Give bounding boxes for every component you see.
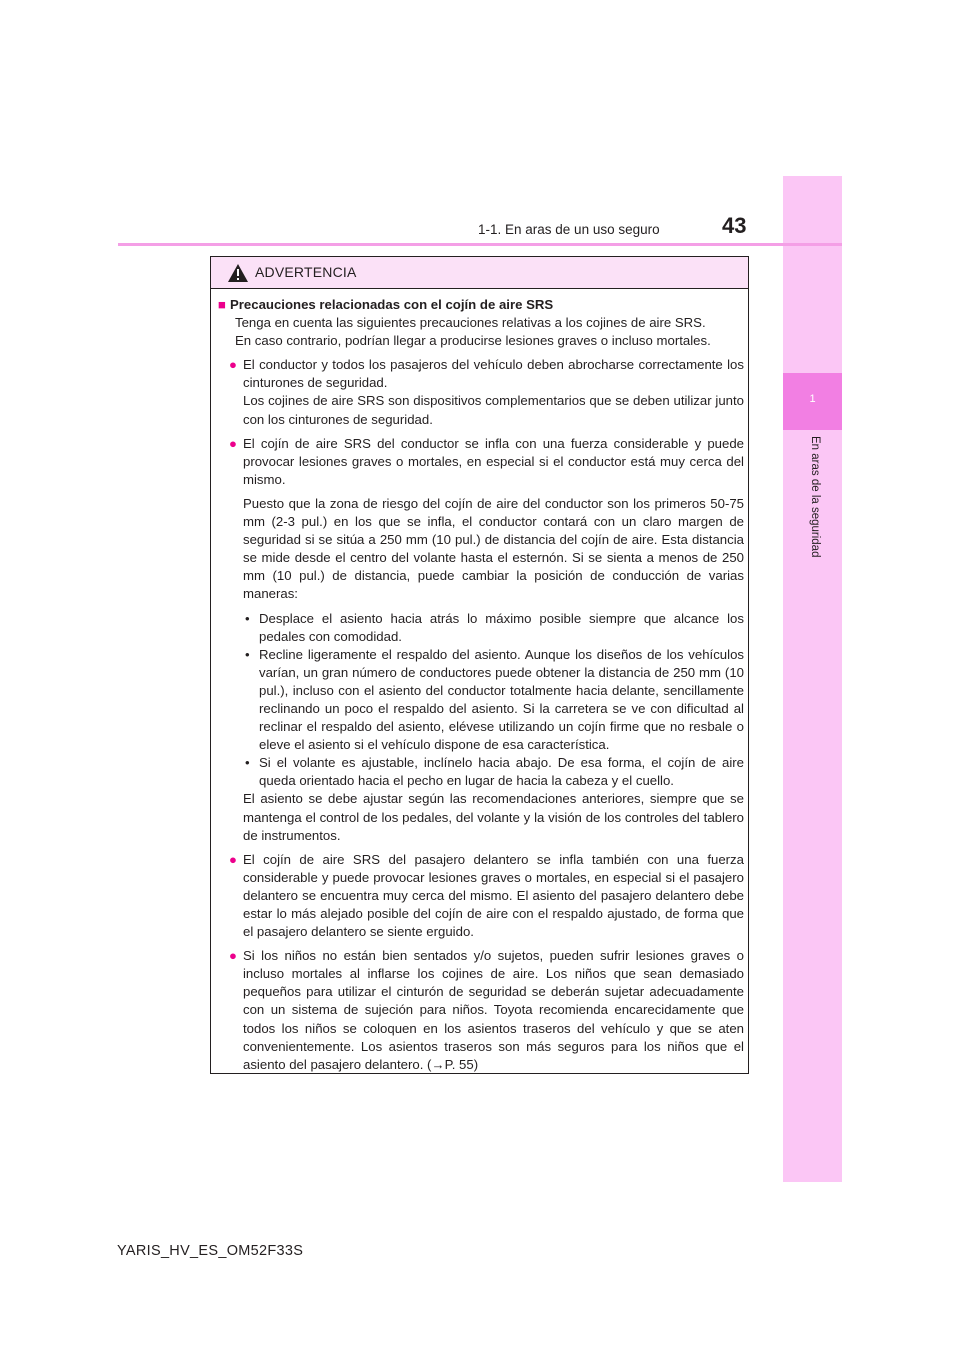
bullet-icon: ● [229,851,237,867]
bullet-text: El conductor y todos los pasajeros del vehículo deben abrocharse correctamente los cinturones de seguridad. [243,357,744,391]
bullet-icon: ● [229,435,237,451]
dash-item [218,610,744,646]
chapter-sidebar [783,176,842,1182]
bullet-item [218,851,744,941]
dash-text: Desplace el asiento hacia atrás lo máximo posible siempre que alcance los pedales con comodidad. [259,610,744,644]
dash-bullet-icon: • [245,646,250,662]
bullet-text: El cojín de aire SRS del conductor se infla con una fuerza considerable y puede provocar lesiones graves o mortales, en especial si el conductor está muy cerca del mismo. [243,435,744,487]
section-title: 1-1. En aras de un uso seguro [478,222,660,237]
chapter-number: 1 [809,393,816,405]
intro-line-2: En caso contrario, podrían llegar a producirse lesiones graves o incluso mortales. [235,333,711,349]
dash-item [218,646,744,755]
warning-triangle-icon [227,263,249,283]
header-rule [118,243,842,246]
warning-header [211,257,748,289]
bullet-paragraph: Puesto que la zona de riesgo del cojín de aire del conductor son los primeros 50-75 mm (2-3 pul.) en los que se infla, el conductor contará con un claro margen de seguridad si se sitúa a 250 mm (10 pul.) de distancia del cojín de aire. Esta distancia se mide desde el centro del volante hasta el esternón. Si se sienta a menos de 250 mm (10 pul.) de distancia, puede cambiar la posición de conducción de varias maneras: [243,495,744,602]
bullet-text: El cojín de aire SRS del pasajero delantero se infla también con una fuerza considerable y puede provocar lesiones graves o mortales, en especial si el pasajero delantero se encuentra muy cerca del mismo. El asiento del pasajero delantero debe estar lo más alejado posible del cojín de aire con el respaldo ajustado, de forma que el pasajero delantero se siente erguido. [243,851,744,940]
bullet-paragraph: El asiento se debe ajustar según las recomendaciones anteriores, siempre que se mantenga el control de los pedales, del volante y la visión de los controles del tablero de instrumentos. [243,791,744,843]
bullet-item [218,435,744,489]
bullet-icon: ● [229,948,237,964]
warning-title: ADVERTENCIA [255,264,357,280]
intro-line-1: Tenga en cuenta las siguientes precauciones relativas a los cojines de aire SRS. [235,315,706,331]
bullet-paragraph: Los cojines de aire SRS son dispositivos complementarios que se deben utilizar junto con los cinturones de seguridad. [243,393,744,427]
page-number: 43 [722,213,747,238]
square-bullet-icon: ■ [218,297,226,312]
warning-box [210,256,749,1074]
subheading-text: Precauciones relacionadas con el cojín de aire SRS [229,297,554,312]
document-code: YARIS_HV_ES_OM52F33S [117,1243,304,1259]
bullet-item [218,947,744,1074]
dash-item [218,754,744,790]
dash-bullet-icon: • [245,755,250,771]
bullet-text: Si los niños no están bien sentados y/o sujetos, pueden sufrir lesiones graves o incluso mortales al inflarse los cojines de aire. Los niños que sean demasiado pequeños para utilizar el cinturón de seguridad se deberán sujetar adecuadamente con un sistema de sujeción para niños. Toyota recomienda encarecidamente que todos los niños se coloquen en los asientos traseros del vehículo y que se aten convenientemente. Los asientos traseros son más seguros para los niños que el asiento del pasajero delantero. (→P. 55) [243,948,744,1072]
warning-content [218,296,744,1074]
dash-text: Recline ligeramente el respaldo del asiento. Aunque los diseños de los vehículos varían, un gran número de conductores puede obtener la distancia de 250 mm (10 pul.), incluso con el asiento del conductor totalmente hacia delante, sencillamente reclinando un poco el respaldo del asiento. Si la carretera se ve con dificultad al reclinar el respaldo del asiento, elévese utilizando un cojín firme que no resbale o eleve el asiento si el vehículo dispone de esa característica. [259,646,744,753]
chapter-tab[interactable] [783,373,842,430]
bullet-item [218,356,744,392]
chapter-label: En aras de la seguridad [809,436,821,558]
dash-text: Si el volante es ajustable, inclínelo hacia abajo. De esa forma, el cojín de aire queda orientado hacia el pecho en lugar de hacia la cabeza y el cuello. [259,755,744,789]
dash-bullet-icon: • [245,610,250,626]
subheading [218,296,744,314]
bullet-icon: ● [229,357,237,373]
